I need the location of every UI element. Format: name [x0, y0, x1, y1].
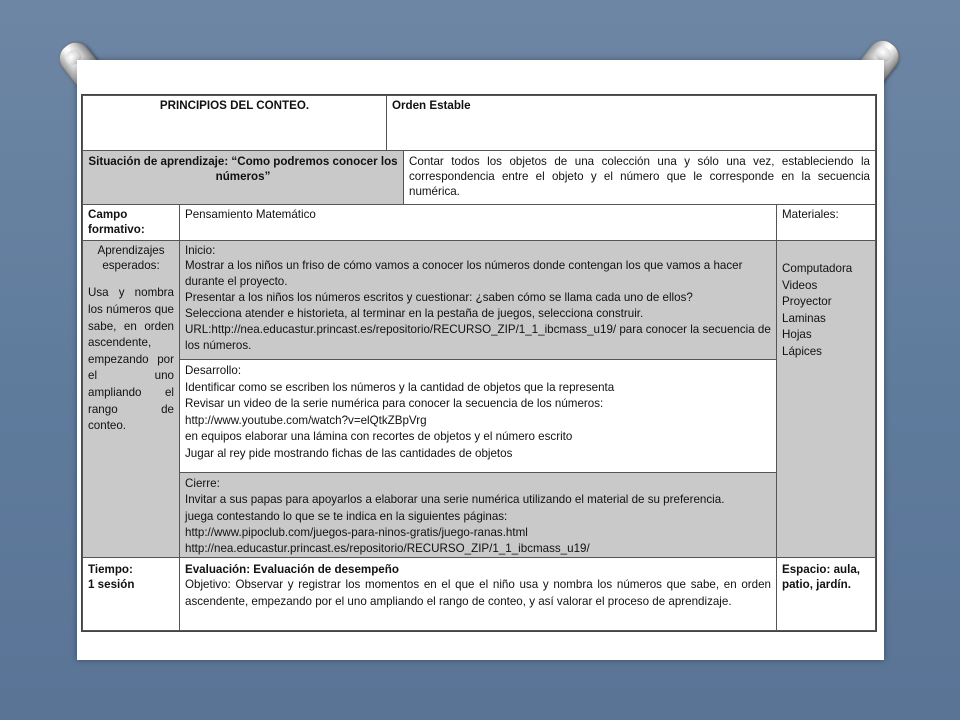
materials-label: Materiales: [782, 208, 839, 221]
evaluation-text: Objetivo: Observar y registrar los momentos en el que el niño usa y nombra los números que sabe, en orden ascendente, empezando por el uno ampliando el rango de conteo, y así valorar el proceso de aprendizaje. [185, 578, 771, 608]
space-cell [776, 557, 876, 631]
materials-list-cell [776, 240, 876, 558]
situation-label-cell [82, 150, 404, 205]
inicio-line: URL:http://nea.educastur.princast.es/repositorio/RECURSO_ZIP/1_1_ibcmass_u19/ para conocer la secuencia de los números. [185, 323, 771, 353]
material-item: Lápices [782, 344, 822, 358]
subprinciple-title: Orden Estable [392, 99, 471, 112]
cierre-line: juega contestando lo que se te indica en la siguientes páginas: [185, 509, 508, 523]
cierre-cell [179, 472, 777, 558]
materials-label-cell [776, 204, 876, 241]
situation-label: Situación de aprendizaje: “Como podremos conocer los números” [88, 155, 398, 184]
expected-learning-text: Usa y nombra los números que sabe, en orden ascendente, empezando por el uno ampliando el rango de conteo. [88, 286, 174, 433]
expected-learning-label: Aprendizajes esperados: [97, 244, 165, 273]
desarrollo-line: Revisar un video de la serie numérica para conocer la secuencia de los números: [185, 397, 604, 410]
desarrollo-cell [179, 359, 777, 473]
subprinciple-cell [386, 95, 876, 151]
situation-description-cell [403, 150, 876, 205]
material-item: Computadora [782, 262, 853, 275]
desarrollo-link[interactable]: http://www.youtube.com/watch?v=elQtkZBpVrg [185, 413, 427, 427]
inicio-line: Presentar a los niños los números escritos y cuestionar: ¿saben cómo se llama cada uno de ellos? [185, 291, 693, 305]
desarrollo-line: Jugar al rey pide mostrando fichas de las cantidades de objetos [185, 446, 513, 460]
inicio-line: Mostrar a los niños un friso de cómo vamos a conocer los números donde contengan los que vamos a hacer durante el proyecto. [185, 259, 743, 289]
desarrollo-line: en equipos elaborar una lámina con recortes de objetos y el número escrito [185, 430, 573, 443]
material-item: Proyector [782, 295, 832, 308]
material-item: Laminas [782, 311, 826, 325]
cierre-heading: Cierre: [185, 477, 220, 490]
principle-title-cell [82, 95, 387, 151]
evaluation-cell [179, 557, 777, 631]
time-value: 1 sesión [88, 578, 135, 592]
time-cell [82, 557, 180, 631]
expected-learning-cell [82, 240, 180, 558]
desarrollo-heading: Desarrollo: [185, 364, 242, 377]
cierre-link[interactable]: http://www.pipoclub.com/juegos-para-ninos-gratis/juego-ranas.html [185, 525, 528, 539]
situation-description: Contar todos los objetos de una colección una y sólo una vez, estableciendo la correspondencia entre el objeto y el número que le corresponde en la secuencia numérica. [409, 155, 870, 199]
cierre-line: Invitar a sus papas para apoyarlos a elaborar una serie numérica utilizando el material de su preferencia. [185, 493, 725, 507]
inicio-line: Selecciona atender e historieta, al terminar en la pestaña de juegos, selecciona construir. [185, 307, 644, 321]
material-item: Videos [782, 278, 818, 292]
space-value: aula, patio, jardín. [782, 563, 860, 592]
inicio-heading: Inicio: [185, 244, 216, 257]
desarrollo-line: Identificar como se escriben los números y la cantidad de objetos que la representa [185, 380, 615, 394]
space-label: Espacio: [782, 563, 831, 576]
time-label: Tiempo: [88, 563, 133, 576]
inicio-cell [179, 240, 777, 360]
principle-title: PRINCIPIOS DEL CONTEO. [159, 99, 310, 112]
material-item: Hojas [782, 328, 812, 341]
cierre-link[interactable]: http://nea.educastur.princast.es/repositorio/RECURSO_ZIP/1_1_ibcmass_u19/ [185, 542, 590, 556]
evaluation-heading: Evaluación: Evaluación de desempeño [185, 563, 399, 576]
field-label: Campo formativo: [88, 208, 145, 237]
field-value: Pensamiento Matemático [185, 208, 316, 221]
field-value-cell [179, 204, 777, 241]
lesson-plan-table [81, 94, 877, 632]
field-label-cell [82, 204, 180, 241]
